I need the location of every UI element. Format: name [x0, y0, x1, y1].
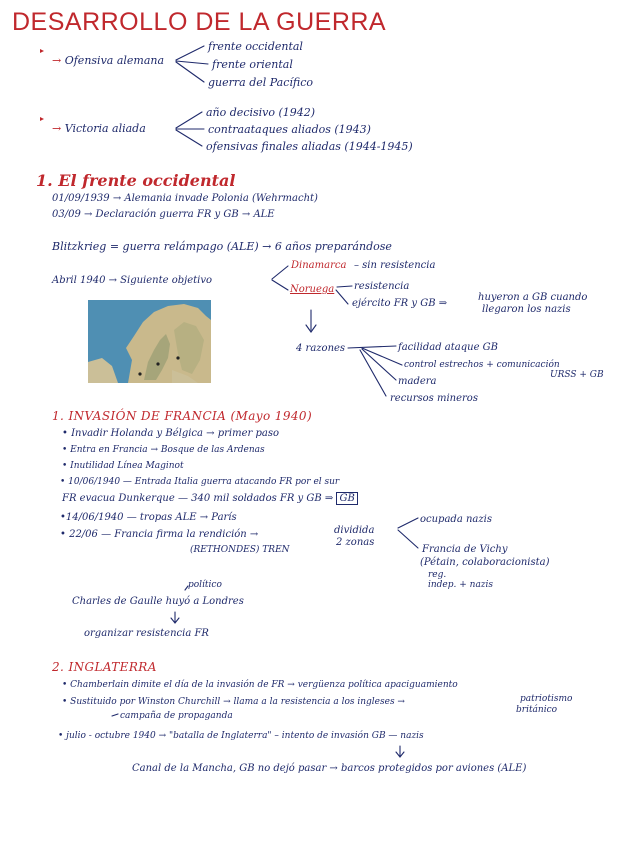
reason-item: control estrechos + comunicación [404, 360, 560, 370]
text-line: 03/09 → Declaración guerra FR y GB → ALE [52, 209, 275, 220]
gaulle-line: Charles de Gaulle huyó a Londres [72, 596, 244, 607]
norway-note: llegaron los nazis [482, 304, 571, 315]
reason-item: facilidad ataque GB [398, 342, 499, 353]
vichy-label: Francia de Vichy [422, 544, 508, 555]
occupied-label: ocupada nazis [420, 514, 492, 525]
bullet-line: • Sustituido por Winston Churchill → llama a la resistencia a los ingleses → [62, 697, 405, 707]
bullet-line: FR evacua Dunkerque — 340 mil soldados FR y GB ⇒ GB [62, 493, 358, 504]
england-heading: 2. INGLATERRA [52, 660, 157, 674]
bullet-line: • Entra en Francia → Bosque de las Ardenas [62, 445, 265, 455]
offensive-item: guerra del Pacífico [208, 76, 314, 89]
norway-note: ejército FR y GB ⇒ [352, 298, 448, 309]
bullet-line: •14/06/1940 — tropas ALE → París [60, 512, 237, 523]
bullet-line: • julio - octubre 1940 → "batalla de Inglaterra" – intento de invasión GB — nazis [58, 731, 424, 741]
denmark-note: – sin resistencia [354, 260, 436, 271]
offensive-item: frente occidental [208, 40, 303, 53]
norway-label: Noruega [290, 284, 335, 295]
bullet-line: Canal de la Mancha, GB no dejó pasar → barcos protegidos por aviones (ALE) [132, 763, 527, 774]
victory-label: → Victoria aliada [52, 122, 146, 135]
vichy-label: (Pétain, colaboracionista) [420, 557, 550, 568]
bullet-line-end: patriotismo [520, 694, 573, 704]
divided-label: dividida [334, 525, 375, 536]
organize-line: organizar resistencia FR [84, 628, 209, 639]
norway-note: resistencia [354, 281, 410, 292]
vichy-label: indep. + nazis [428, 580, 494, 590]
denmark-label: Dinamarca [291, 260, 347, 271]
bullet-subline: campaña de propaganda [120, 711, 233, 721]
text-line: Abril 1940 → Siguiente objetivo [52, 275, 213, 286]
text-line: 01/09/1939 → Alemania invade Polonia (Wehrmacht) [52, 193, 318, 204]
bullet-line: • Chamberlain dimite el día de la invasión de FR → vergüenza política apaciguamiento [62, 680, 458, 690]
offensive-item: frente oriental [212, 58, 293, 71]
bullet-subline: (RETHONDES) TREN [190, 545, 290, 555]
bullet-line: • 10/06/1940 — Entrada Italia guerra atacando FR por el sur [60, 477, 340, 487]
politico-label: político [188, 580, 222, 590]
reasons-label: 4 razones [296, 343, 346, 354]
reason-item: recursos mineros [390, 393, 478, 404]
reason-item: madera [398, 376, 437, 387]
bullet-line-end: británico [516, 705, 558, 715]
victory-item: año decisivo (1942) [206, 106, 316, 119]
divided-label: 2 zonas [336, 537, 375, 548]
bullet-line: • Inutilidad Línea Maginot [62, 461, 184, 471]
france-heading: 1. INVASIÓN DE FRANCIA (Mayo 1940) [52, 409, 313, 423]
bullet-line: • Invadir Holanda y Bélgica → primer paso [62, 428, 279, 439]
text-line: Blitzkrieg = guerra relámpago (ALE) → 6 años preparándose [52, 240, 392, 253]
norway-note: huyeron a GB cuando [478, 292, 588, 303]
vichy-label: reg. [428, 570, 447, 580]
page-title: DESARROLLO DE LA GUERRA [12, 8, 387, 36]
bullet-line: • 22/06 — Francia firma la rendición → [60, 529, 259, 540]
offensive-label: → Ofensiva alemana [52, 54, 165, 67]
reason-subnote: URSS + GB [550, 370, 604, 380]
victory-item: contraataques aliados (1943) [208, 123, 371, 136]
victory-item: ofensivas finales aliadas (1944-1945) [206, 140, 413, 153]
section-heading: 1. El frente occidental [36, 171, 236, 190]
